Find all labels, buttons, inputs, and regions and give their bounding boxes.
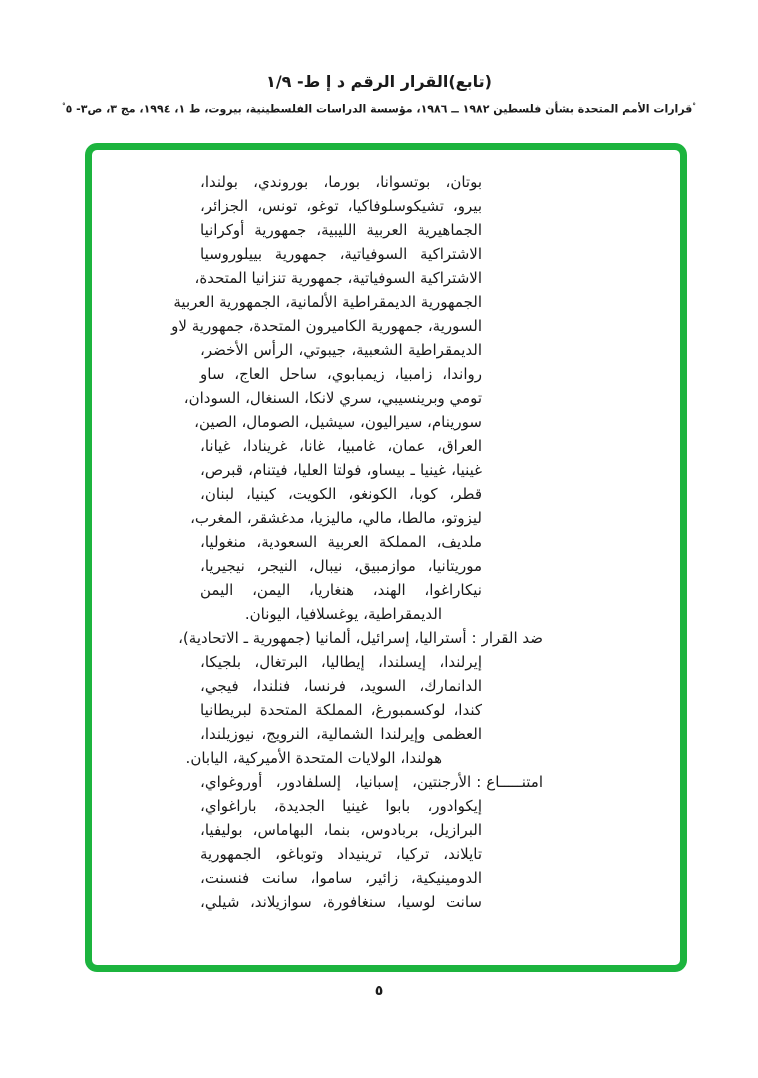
- vote-line: موريتانيا، موازمبيق، نيبال، النيجر، نيجيريا،: [200, 557, 482, 575]
- vote-line: الجمهورية الديمقراطية الألمانية، الجمهورية العربية: [173, 293, 482, 311]
- vote-section-in-favor-continued: [171, 170, 543, 626]
- vote-line: نيكاراغوا، الهند، هنغاريا، اليمن، اليمن: [200, 581, 482, 599]
- vote-line: إيرلندا، إيسلندا، إيطاليا، البرتغال، بلجيكا،: [200, 653, 482, 671]
- vote-line: السورية، جمهورية الكاميرون المتحدة، جمهورية لاو: [171, 317, 482, 335]
- vote-line: ليزوتو، مالطا، مالي، ماليزيا، مدغشقر، المغرب،: [190, 509, 482, 527]
- vote-line: الديمقراطية، يوغسلافيا، اليونان.: [244, 605, 442, 623]
- footnote-mark-end: °: [62, 102, 66, 110]
- vote-label-separator: :: [476, 773, 482, 791]
- vote-line: غينيا، غينيا ـ بيساو، فولتا العليا، فيتنام، قبرص،: [200, 461, 482, 479]
- vote-line: بوتان، بوتسوانا، بورما، بوروندي، بولندا،: [200, 173, 482, 191]
- vote-results-box: [85, 143, 687, 972]
- vote-line: الاشتراكية السوفياتية، جمهورية تنزانيا المتحدة،: [194, 269, 482, 287]
- vote-line: العراق، عمان، غامبيا، غانا، غرينادا، غيانا،: [200, 437, 482, 455]
- vote-line: هولندا، الولايات المتحدة الأميركية، اليابان.: [185, 749, 442, 767]
- page-number: ٥: [374, 983, 384, 999]
- vote-line-text: أستراليا، إسرائيل، ألمانيا (جمهورية ـ الاتحادية)،: [178, 629, 467, 647]
- source-citation-text: قرارات الأمم المتحدة بشأن فلسطين ١٩٨٢ ــ ١٩٨٦، مؤسسة الدراسات الفلسطينية، بيروت، ط ١، ١٩٩٤، مج ٣، ص٣- ٥: [65, 102, 693, 116]
- vote-line: الدومينيكية، زائير، ساموا، سانت فنسنت،: [200, 869, 482, 887]
- vote-line: إيكوادور، بابوا غينيا الجديدة، باراغواي،: [200, 797, 482, 815]
- vote-results-text: [171, 170, 543, 914]
- vote-label-separator: :: [471, 629, 477, 647]
- vote-section-against: [178, 626, 543, 770]
- vote-line: رواندا، زامبيا، زيمبابوي، ساحل العاج، ساو: [200, 365, 482, 383]
- vote-line: العظمى وإيرلندا الشمالية، النرويج، نيوزيلندا،: [200, 725, 482, 743]
- vote-line: [200, 770, 543, 794]
- vote-line: كندا، لوكسمبورغ، المملكة المتحدة لبريطانيا: [200, 701, 482, 719]
- vote-line: [178, 626, 543, 650]
- vote-line: الدانمارك، السويد، فرنسا، فنلندا، فيجي،: [200, 677, 482, 695]
- vote-line: الجماهيرية العربية الليبية، جمهورية أوكرانيا: [200, 221, 482, 239]
- vote-line: البرازيل، بربادوس، بنما، البهاماس، بوليفيا،: [200, 821, 482, 839]
- footnote-mark-start: °: [692, 102, 696, 110]
- vote-line: سورينام، سيراليون، سيشيل، الصومال، الصين،: [194, 413, 482, 431]
- vote-line: تومي وبرينسيبي، سري لانكا، السنغال، السودان،: [183, 389, 482, 407]
- vote-line: ملديف، المملكة العربية السعودية، منغوليا،: [200, 533, 482, 551]
- vote-line: سانت لوسيا، سنغافورة، سوازيلاند، شيلي،: [200, 893, 482, 911]
- vote-section-abstain: [200, 770, 543, 914]
- vote-line: الديمقراطية الشعبية، جيبوتي، الرأس الأخضر،: [200, 341, 482, 359]
- vote-line: تايلاند، تركيا، ترينيداد وتوباغو، الجمهورية: [200, 845, 482, 863]
- vote-label: ضد القرار: [481, 629, 543, 647]
- page-title: (تابع)القرار الرقم د إ ط- ١/٩: [266, 72, 492, 91]
- vote-line: قطر، كوبا، الكونغو، الكويت، كينيا، لبنان،: [200, 485, 482, 503]
- vote-line: بيرو، تشيكوسلوفاكيا، توغو، تونس، الجزائر،: [200, 197, 482, 215]
- vote-line-text: الأرجنتين، إسبانيا، إلسلفادور، أوروغواي،: [200, 773, 472, 791]
- vote-label: امتنـــــاع: [486, 773, 543, 791]
- source-citation: [0, 102, 758, 116]
- vote-line: الاشتراكية السوفياتية، جمهورية بييلوروسيا: [200, 245, 482, 263]
